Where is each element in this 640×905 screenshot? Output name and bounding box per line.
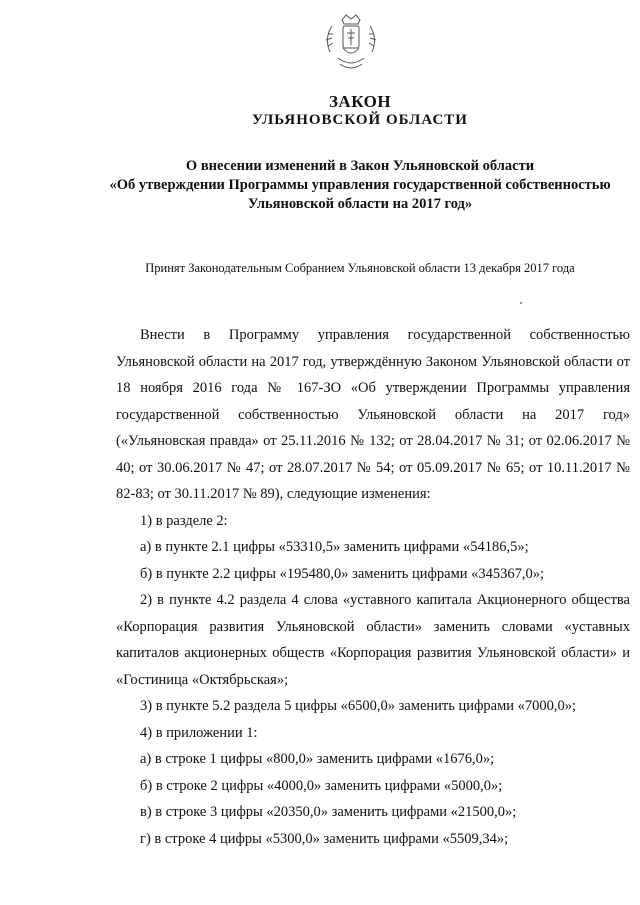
scan-speck xyxy=(520,302,522,304)
law-title: ЗАКОН xyxy=(328,92,392,111)
item-4d: г) в строке 4 цифры «5300,0» заменить цифрами «5509,34»; xyxy=(140,830,509,847)
coat-of-arms-icon xyxy=(318,12,384,78)
heading-line-1: О внесении изменений в Закон Ульяновской области xyxy=(185,158,535,174)
heading-line-2: «Об утверждении Программы управления государственной собственностью xyxy=(109,177,611,193)
region-name: УЛЬЯНОВСКОЙ ОБЛАСТИ xyxy=(252,112,468,128)
item-4a: а) в строке 1 цифры «800,0» заменить цифрами «1676,0»; xyxy=(140,751,495,767)
item-3: 3) в пункте 5.2 раздела 5 цифры «6500,0» заменить цифрами «7000,0»; xyxy=(140,698,577,714)
intro-paragraph: Внести в Программу управления государственной собственностью Ульяновской области на 2017 год, утверждённую Законом Ульяновской области от 18 ноября 2016 года № 167-ЗО «Об утверждении Программы управления государственной собственностью Ульяновской области на 2017 год» («Ульяновская правда» от 25.11.2016 № 132; от 28.04.2017 № 31; от 02.06.2017 № 40; от 30.06.2017 № 47; от 28.07.2017 № 54; от 05.09.2017 № 65; от 10.11.2017 № 82-83; от 30.11.2017 № 89), следующие изменения: xyxy=(116,327,630,502)
item-2: 2) в пункте 4.2 раздела 4 слова «уставного капитала Акционерного общества «Корпорация развития Ульяновской области» заменить словами «уставных капиталов акционерных обществ «Корпорация развития Ульяновской области» и «Гостиница «Октябрьская»; xyxy=(116,592,630,688)
heading-line-3: Ульяновской области на 2017 год» xyxy=(247,196,473,212)
document-body xyxy=(116,322,630,852)
item-1a: а) в пункте 2.1 цифры «53310,5» заменить цифрами «54186,5»; xyxy=(140,539,529,555)
item-4c: в) в строке 3 цифры «20350,0» заменить цифрами «21500,0»; xyxy=(140,804,517,820)
item-4: 4) в приложении 1: xyxy=(140,724,258,741)
document-heading xyxy=(80,157,640,214)
adoption-note: Принят Законодательным Собранием Ульяновской области 13 декабря 2017 года xyxy=(145,261,575,275)
item-1: 1) в разделе 2: xyxy=(140,512,228,529)
item-4b: б) в строке 2 цифры «4000,0» заменить цифрами «5000,0»; xyxy=(140,777,503,794)
item-1b: б) в пункте 2.2 цифры «195480,0» заменить цифрами «345367,0»; xyxy=(140,565,545,582)
